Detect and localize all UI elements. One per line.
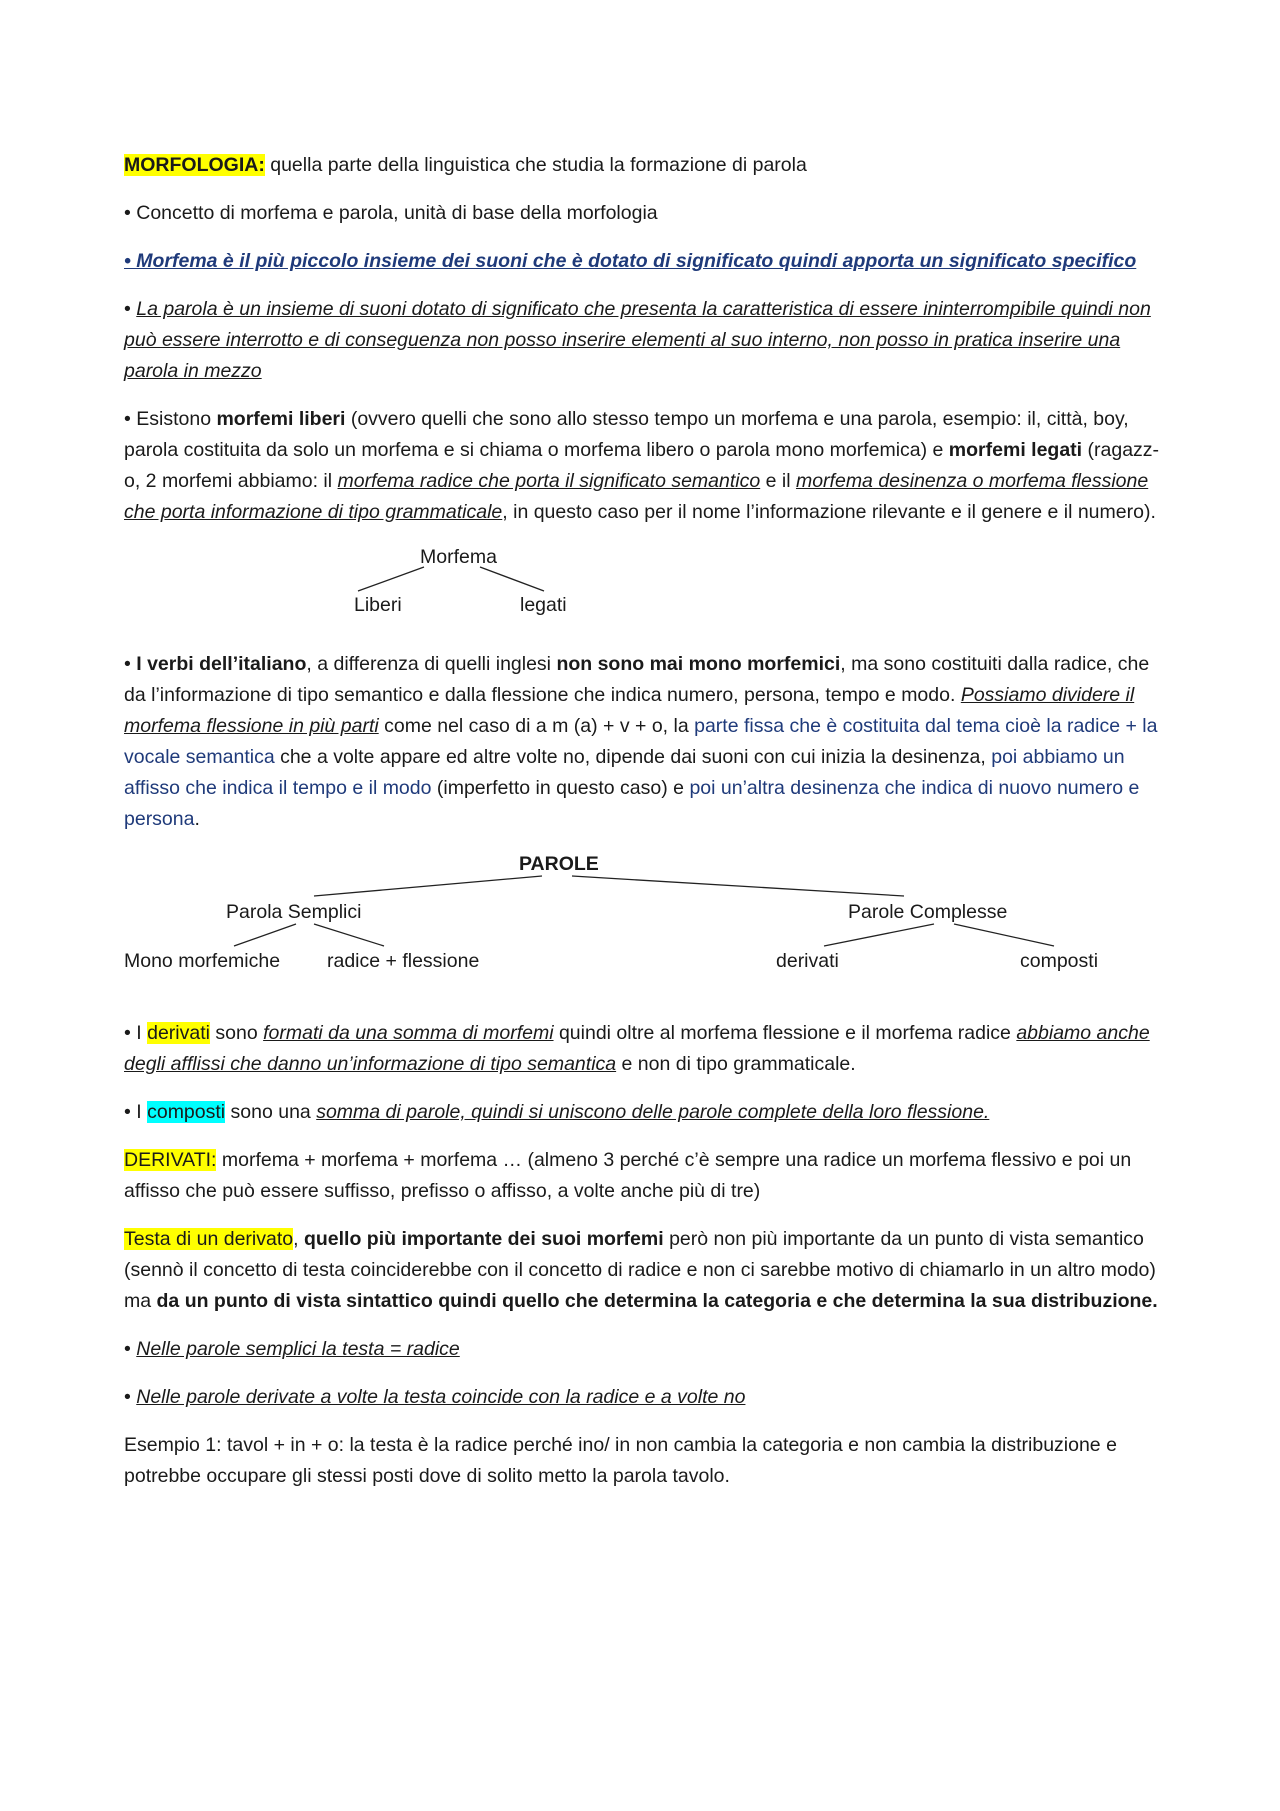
- text: • I: [124, 1101, 148, 1123]
- paragraph-morfema-definition: [124, 246, 1164, 277]
- tree-node-radice-flessione: radice + flessione: [327, 950, 480, 972]
- text: • Esistono: [124, 408, 217, 430]
- term-morfologia: MORFOLOGIA:: [124, 154, 265, 176]
- term-mono-morfemici: non sono mai mono morfemici: [556, 653, 841, 675]
- text: , ma sono costituiti dalla radice, che da l’informazione di tipo semantico e dalla flessione che indica numero, persona, tempo e modo.: [124, 653, 1150, 706]
- testa-sintattico-text: da un punto di vista sintattico quindi quello che determina la categoria e che determina la sua distribuzione.: [156, 1290, 1158, 1312]
- paragraph-derivati: [124, 1018, 1164, 1080]
- paragraph-composti: [124, 1097, 1164, 1128]
- text: e non di tipo grammaticale.: [616, 1053, 856, 1075]
- text: , a differenza di quelli inglesi: [306, 653, 557, 675]
- paragraph-morfemi-liberi-legati: [124, 404, 1164, 528]
- bullet: •: [124, 1386, 137, 1408]
- text: sono: [209, 1022, 264, 1044]
- term-testa-derivato: Testa di un derivato: [124, 1228, 294, 1250]
- definition-text: quella parte della linguistica che studia la formazione di parola: [264, 154, 807, 176]
- term-morfemi-liberi: morfemi liberi: [216, 408, 346, 430]
- tree-node-parole-complesse: Parole Complesse: [848, 901, 1008, 923]
- text: (imperfetto in questo caso) e: [431, 777, 690, 799]
- text: come nel caso di a m (a) + v + o, la: [378, 715, 695, 737]
- term-morfemi-legati: morfemi legati: [948, 439, 1083, 461]
- paragraph-esempio-1: [124, 1430, 1164, 1492]
- text: (ovvero quelli che sono allo stesso tempo un morfema e una parola, esempio: il, città, boy, parola costituita da solo un morfema e si chiama o morfema libero o parola mono morfemica) e: [124, 408, 1129, 461]
- term-derivati-heading: DERIVATI:: [124, 1149, 217, 1171]
- tree-node-liberi: Liberi: [354, 594, 402, 616]
- paragraph-verbi-italiano: [124, 649, 1164, 835]
- paragraph-testa-derivato: [124, 1224, 1164, 1317]
- dividere-morfema-text: Possiamo dividere il morfema flessione in più parti: [124, 684, 1135, 737]
- tree-node-composti: composti: [1020, 950, 1099, 972]
- semplici-testa-text: Nelle parole semplici la testa = radice: [136, 1338, 460, 1360]
- text: però non più importante da un punto di vista semantico (sennò il concetto di testa coinciderebbe con il concetto di radice e non ci sarebbe motivo di chiamarlo in un altro modo) ma: [124, 1228, 1156, 1312]
- tree-node-legati: legati: [520, 594, 567, 616]
- bullet: •: [124, 1338, 137, 1360]
- morfema-radice-text: morfema radice che porta il significato semantico: [337, 470, 761, 492]
- bullet-text: • Concetto di morfema e parola, unità di base della morfologia: [124, 202, 658, 224]
- document-body: [124, 150, 1164, 1509]
- bullet: •: [124, 298, 137, 320]
- text: morfema + morfema + morfema … (almeno 3 perché c’è sempre una radice un morfema flessivo e poi un affisso che può essere suffisso, prefisso o affisso, a volte anche più di tre): [124, 1149, 1132, 1202]
- term-derivati: derivati: [147, 1022, 210, 1044]
- derivate-testa-text: Nelle parole derivate a volte la testa coincide con la radice e a volte no: [136, 1386, 746, 1408]
- paragraph-derivati-formula: [124, 1145, 1164, 1207]
- tree-node-parola-semplici: Parola Semplici: [226, 901, 362, 923]
- text: • I: [124, 1022, 148, 1044]
- term-verbi: I verbi dell’italiano: [136, 653, 307, 675]
- desinenza-text: poi un’altra desinenza che indica di nuovo numero e persona: [124, 777, 1140, 830]
- paragraph-concetto: [124, 198, 1164, 229]
- somma-morfemi-text: formati da una somma di morfemi: [263, 1022, 554, 1044]
- text: ,: [293, 1228, 304, 1250]
- text: e il: [760, 470, 796, 492]
- tree-morfema: [124, 545, 1164, 637]
- paragraph-parole-derivate-testa: [124, 1382, 1164, 1413]
- parte-fissa-text: parte fissa che è costituita dal tema cioè la radice + la vocale semantica: [124, 715, 1158, 768]
- paragraph-parole-semplici-testa: [124, 1334, 1164, 1365]
- parola-definition-text: La parola è un insieme di suoni dotato di significato che presenta la caratteristica di essere ininterrompibile quindi non può essere interrotto e di conseguenza non posso inserire elementi al suo interno, non posso in pratica inserire una parola in mezzo: [124, 298, 1151, 382]
- text: .: [194, 808, 200, 830]
- text: che a volte appare ed altre volte no, dipende dai suoni con cui inizia la desinenza,: [274, 746, 992, 768]
- affisso-text: poi abbiamo un affisso che indica il tempo e il modo: [124, 746, 1125, 799]
- tree-morfema-lines: [124, 545, 1164, 637]
- testa-importante-text: quello più importante dei suoi morfemi: [303, 1228, 664, 1250]
- text: (ragazz-o, 2 morfemi abbiamo: il: [124, 439, 1160, 492]
- text: , in questo caso per il nome l’informazione rilevante e il genere e il numero).: [502, 501, 1156, 523]
- tree-parole-lines: [124, 852, 1164, 1002]
- paragraph-parola-definition: [124, 294, 1164, 387]
- paragraph-morfologia-definition: [124, 150, 1164, 181]
- morfema-definition-text: • Morfema è il più piccolo insieme dei suoni che è dotato di significato quindi apporta un significato specifico: [124, 250, 1137, 272]
- somma-parole-text: somma di parole, quindi si uniscono delle parole complete della loro flessione.: [316, 1101, 990, 1123]
- term-composti: composti: [147, 1101, 226, 1123]
- text: quindi oltre al morfema flessione e il morfema radice: [553, 1022, 1017, 1044]
- tree-parole: [124, 852, 1164, 1002]
- text: sono una: [225, 1101, 317, 1123]
- tree-node-morfema: Morfema: [420, 546, 497, 568]
- tree-node-mono-morfemiche: Mono morfemiche: [124, 950, 281, 972]
- morfema-desinenza-text: morfema desinenza o morfema flessione che porta informazione di tipo grammaticale: [124, 470, 1149, 523]
- esempio-text: Esempio 1: tavol + in + o: la testa è la radice perché ino/ in non cambia la categoria e non cambia la distribuzione e potrebbe occupare gli stessi posti dove di solito metto la parola tavolo.: [124, 1434, 1117, 1487]
- text: •: [124, 653, 137, 675]
- tree-node-parole: PAROLE: [519, 853, 599, 875]
- tree-node-derivati: derivati: [776, 950, 839, 972]
- afflissi-text: abbiamo anche degli afflissi che danno un’informazione di tipo semantica: [124, 1022, 1150, 1075]
